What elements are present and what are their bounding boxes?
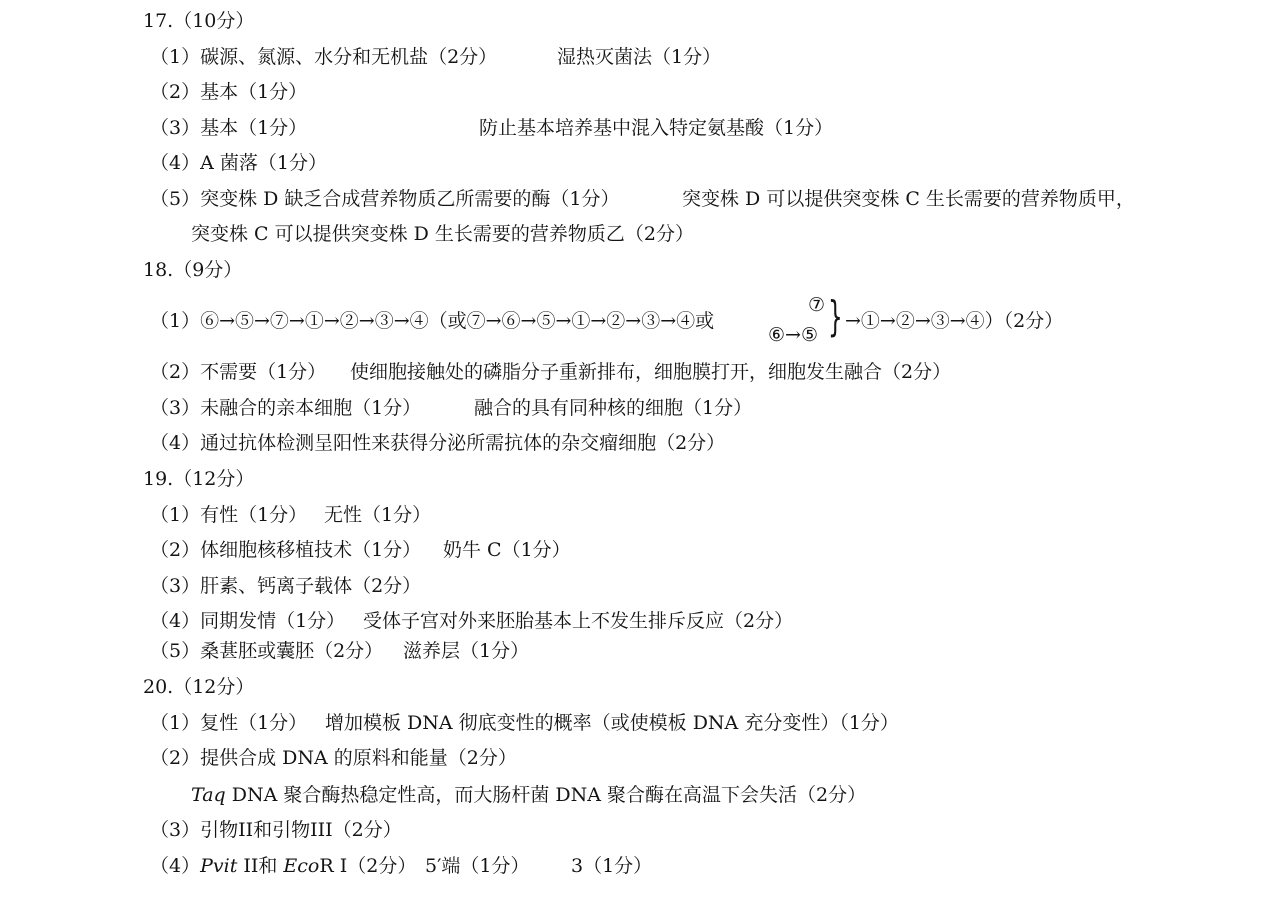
enzyme-name-eco: Eco (283, 855, 320, 877)
q19-answer-1a: （1）有性（1分） (150, 504, 308, 526)
q18-answer-2a: （2）不需要（1分） (150, 361, 327, 383)
right-brace-icon: } (828, 292, 843, 341)
q18-answer-1-stack-bottom: ⑥→⑤ (768, 324, 818, 346)
q19-answer-4a: （4）同期发情（1分） (150, 610, 346, 632)
q18-answer-1a: （1）⑥→⑤→⑦→①→②→③→④（或⑦→⑥→⑤→①→②→③→④或 (150, 310, 715, 332)
q20-answer-1a: （1）复性（1分） (150, 712, 308, 734)
q18-heading: 18.（9分） (143, 259, 243, 281)
q18-answer-3a: （3）未融合的亲本细胞（1分） (150, 397, 422, 419)
q20-answer-4a (150, 854, 416, 878)
q20-answer-2b-text: DNA 聚合酶热稳定性高，而大肠杆菌 DNA 聚合酶在高温下会失活（2分） (225, 784, 867, 806)
q19-answer-5b: 滋养层（1分） (403, 640, 530, 662)
q17-heading: 17.（10分） (143, 10, 255, 32)
q18-answer-3b: 融合的具有同种核的细胞（1分） (474, 397, 753, 419)
q17-answer-2: （2）基本（1分） (150, 81, 308, 103)
q17-answer-5b: 突变株 D 可以提供突变株 C 生长需要的营养物质甲， (682, 188, 1135, 210)
q20-answer-1b: 增加模板 DNA 彻底变性的概率（或使模板 DNA 充分变性）（1分） (325, 712, 899, 734)
q20-answer-3: （3）引物II和引物III（2分） (150, 819, 402, 841)
q19-heading: 19.（12分） (143, 468, 255, 490)
q17-answer-3a: （3）基本（1分） (150, 117, 308, 139)
q17-answer-1a: （1）碳源、氮源、水分和无机盐（2分） (150, 46, 498, 68)
q18-answer-1-stack-top: ⑦ (808, 294, 826, 316)
enzyme-name-pvit: Pvit (200, 855, 238, 877)
q20-answer-4c: 3（1分） (571, 855, 653, 877)
q19-answer-2a: （2）体细胞核移植技术（1分） (150, 539, 422, 561)
q17-answer-4: （4）A 菌落（1分） (150, 152, 327, 174)
q19-answer-3: （3）肝素、钙离子载体（2分） (150, 575, 422, 597)
q18-answer-1c: →①→②→③→④）（2分） (845, 310, 1064, 332)
q20-answer-4a-prefix: （4） (150, 855, 201, 877)
q19-answer-2b: 奶牛 C（1分） (443, 539, 571, 561)
q20-answer-4b: 5′端（1分） (425, 855, 530, 877)
q20-answer-4a-mid: II和 (237, 855, 284, 877)
q18-answer-2b: 使细胞接触处的磷脂分子重新排布，细胞膜打开，细胞发生融合（2分） (350, 361, 952, 383)
q20-heading: 20.（12分） (143, 676, 255, 698)
q17-answer-1b: 湿热灭菌法（1分） (557, 46, 722, 68)
q20-answer-4a-end: R I（2分） (319, 855, 417, 877)
q17-answer-5a: （5）突变株 D 缺乏合成营养物质乙所需要的酶（1分） (150, 188, 620, 210)
q17-answer-3b: 防止基本培养基中混入特定氨基酸（1分） (479, 117, 834, 139)
q19-answer-5a: （5）桑葚胚或囊胚（2分） (150, 640, 384, 662)
q18-answer-4: （4）通过抗体检测呈阳性来获得分泌所需抗体的杂交瘤细胞（2分） (150, 432, 726, 454)
q19-answer-4b: 受体子宫对外来胚胎基本上不发生排斥反应（2分） (363, 610, 794, 632)
q20-answer-2: （2）提供合成 DNA 的原料和能量（2分） (150, 747, 517, 769)
enzyme-name-taq: Taq (191, 784, 226, 806)
q20-answer-2b (191, 783, 866, 807)
q17-answer-5c: 突变株 C 可以提供突变株 D 生长需要的营养物质乙（2分） (191, 223, 695, 245)
q19-answer-1b: 无性（1分） (324, 504, 432, 526)
